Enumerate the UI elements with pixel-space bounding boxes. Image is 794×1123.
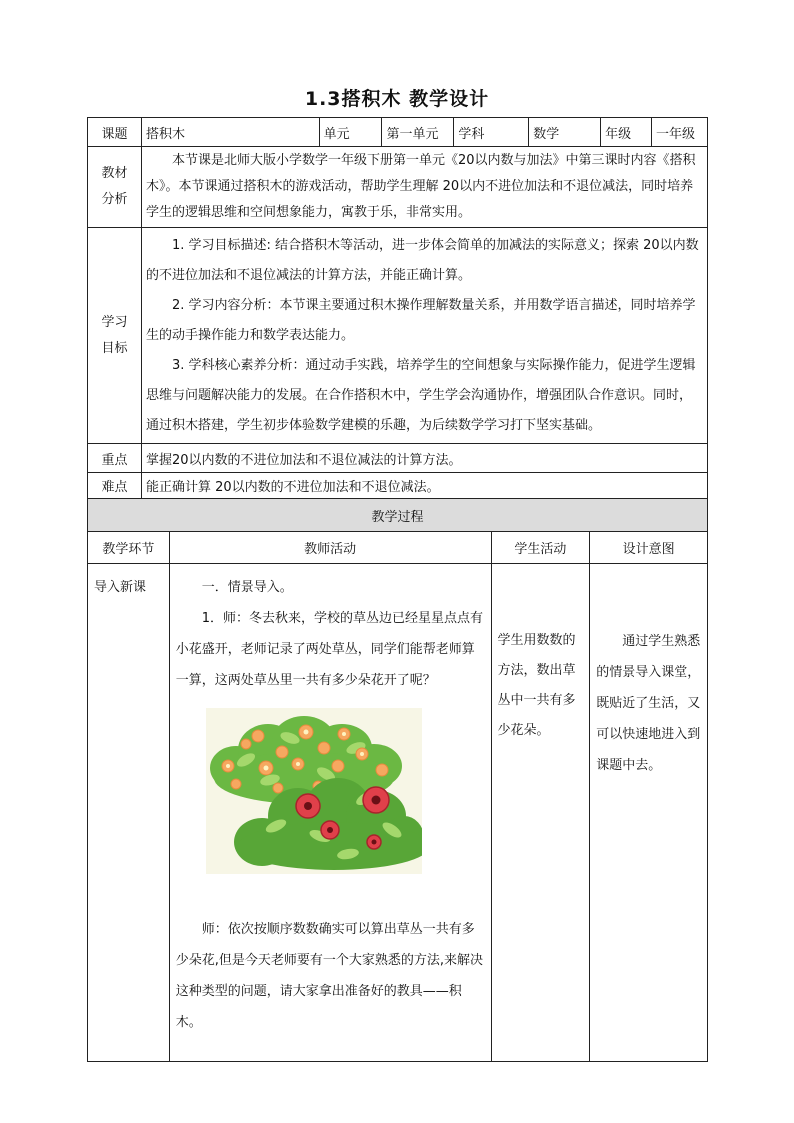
goals-row <box>88 228 708 444</box>
unit-label: 单元 <box>319 118 382 147</box>
teacher-paragraph-2: 师：依次按顺序数数确实可以算出草丛一共有多少朵花,但是今天老师要有一个大家熟悉的方法,来解决这种类型的问题，请大家拿出准备好的教具——积木。 <box>175 922 484 1030</box>
goals-cell <box>141 228 707 444</box>
goal-item-1: 1. 学习目标描述: 结合搭积木等活动，进一步体会简单的加减法的实际意义；探索 20以内数的不进位加法和不退位减法的计算方法，并能正确计算。 <box>145 237 699 283</box>
process-heading-row <box>88 499 708 532</box>
process-table <box>87 498 708 1062</box>
teacher-cell <box>169 564 491 1062</box>
difficulty-label: 难点 <box>88 473 142 499</box>
page-title: 1.3搭积木 教学设计 <box>304 88 490 110</box>
key-point-row <box>88 444 708 473</box>
flower-bushes-illustration <box>206 708 422 874</box>
grade-label: 年级 <box>601 118 652 147</box>
key-point-text: 掌握20以内数的不进位加法和不退位减法的计算方法。 <box>141 444 707 473</box>
subject-value: 数学 <box>529 118 601 147</box>
goal-item-3: 3. 学科核心素养分析：通过动手实践，培养学生的空间想象与实际操作能力，促进学生逻辑思维与问题解决能力的发展。在合作搭积木中，学生学会沟通协作，增强团队合作意识。同时，通过积木搭建，学生初步体验数学建模的乐趣，为后续数学学习打下坚实基础。 <box>145 357 696 433</box>
teacher-paragraph-1: 1．师：冬去秋来，学校的草丛边已经星星点点有小花盛开，老师记录了两处草丛，同学们能帮老师算一算，这两处草丛里一共有多少朵花开了呢？ <box>175 611 484 688</box>
analysis-label: 教材分析 <box>88 147 142 228</box>
teacher-heading: 一．情景导入。 <box>201 580 293 595</box>
topic-label: 课题 <box>88 118 142 147</box>
analysis-text: 本节课是北师大版小学数学一年级下册第一单元《20以内数与加法》中第三课时内容《搭积木》。本节课通过搭积木的游戏活动，帮助学生理解 20以内不进位加法和不退位减法，同时培养学生的逻辑思维和空间想象能力，寓教于乐，非常实用。 <box>141 147 707 228</box>
difficulty-text: 能正确计算 20以内数的不进位加法和不退位减法。 <box>141 473 707 499</box>
intent-cell: 通过学生熟悉的情景导入课堂，既贴近了生活，又可以快速地进入到课题中去。 <box>590 564 708 1062</box>
goals-label: 学习目标 <box>88 228 142 444</box>
col-stage-header: 教学环节 <box>88 532 170 564</box>
student-cell: 学生用数数的方法，数出草丛中一共有多少花朵。 <box>491 564 590 1062</box>
topic-value: 搭积木 <box>141 118 319 147</box>
analysis-row <box>88 147 708 228</box>
process-header-row <box>88 532 708 564</box>
unit-value: 第一单元 <box>382 118 454 147</box>
grade-value: 一年级 <box>652 118 708 147</box>
subject-label: 学科 <box>454 118 529 147</box>
stage-cell: 导入新课 <box>88 564 170 1062</box>
info-row <box>88 118 708 147</box>
difficulty-row <box>88 473 708 499</box>
col-intent-header: 设计意图 <box>590 532 708 564</box>
process-row-intro <box>88 564 708 1062</box>
process-heading: 教学过程 <box>88 499 708 532</box>
goal-item-2: 2. 学习内容分析：本节课主要通过积木操作理解数量关系，并用数学语言描述，同时培养学生的动手操作能力和数学表达能力。 <box>145 297 696 343</box>
info-table <box>87 117 708 499</box>
key-point-label: 重点 <box>88 444 142 473</box>
col-student-header: 学生活动 <box>491 532 590 564</box>
col-teacher-header: 教师活动 <box>169 532 491 564</box>
